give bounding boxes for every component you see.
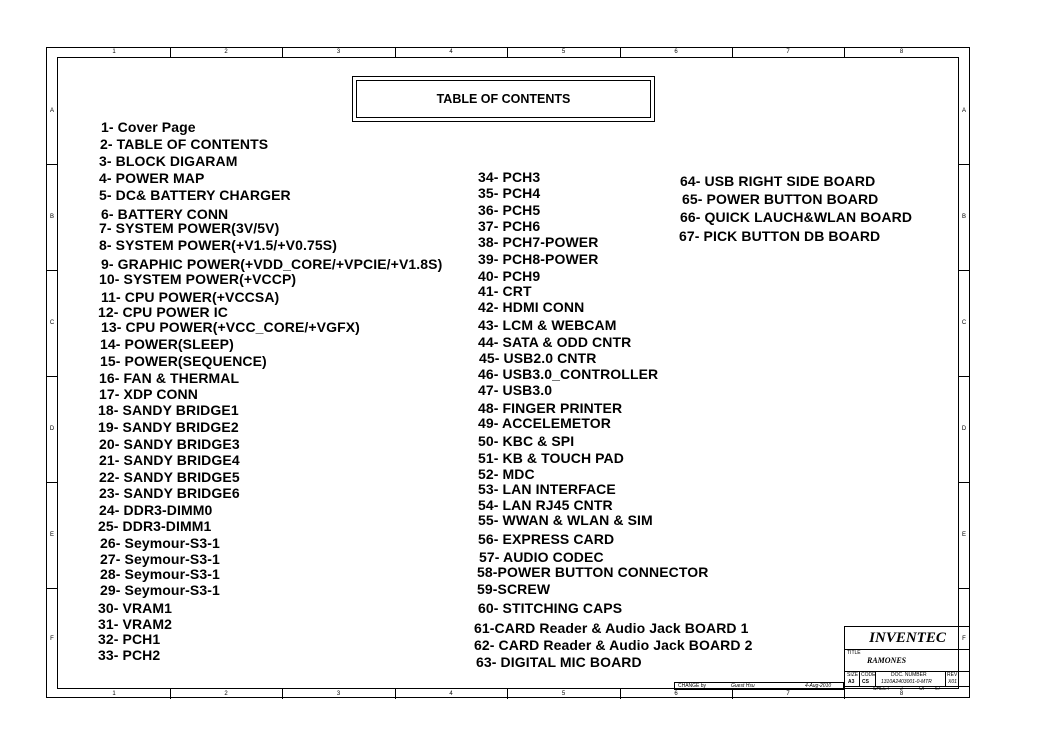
zone-divider (507, 689, 508, 699)
zone-row-label: A (961, 108, 966, 114)
toc-entry-col1: 8- SYSTEM POWER(+V1.5/+V0.75S) (99, 237, 337, 253)
toc-entry-col1: 21- SANDY BRIDGE4 (99, 452, 240, 468)
zone-column-label: 7 (786, 49, 790, 55)
zone-row-label: C (961, 320, 967, 326)
toc-entry-col2: 41- CRT (478, 283, 532, 299)
zone-divider (282, 689, 283, 699)
toc-entry-col2: 54- LAN RJ45 CNTR (478, 497, 613, 513)
toc-entry-col2: 36- PCH5 (478, 202, 541, 218)
zone-divider (282, 47, 283, 57)
toc-entry-col1: 2- TABLE OF CONTENTS (100, 136, 269, 152)
zone-divider (395, 689, 396, 699)
zone-divider (170, 47, 171, 57)
toc-entry-col2: 40- PCH9 (478, 268, 541, 284)
change-record (674, 682, 844, 690)
zone-divider (959, 164, 970, 165)
zone-column-label: 5 (561, 49, 566, 55)
toc-entry-col2: 46- USB3.0_CONTROLLER (478, 366, 659, 382)
toc-entry-col1: 19- SANDY BRIDGE2 (98, 419, 239, 435)
rev-value: X01 (948, 679, 957, 685)
toc-entry-col1: 25- DDR3-DIMM1 (98, 518, 212, 534)
sheet-label: SHEET (873, 686, 890, 692)
page-title: TABLE OF CONTENTS (356, 80, 651, 118)
toc-entry-col1: 20- SANDY BRIDGE3 (99, 436, 240, 452)
zone-row-label: E (961, 532, 966, 538)
doc-number-value: 1310A2403001-0-MTR (881, 679, 932, 685)
zone-column-label: 8 (899, 49, 904, 55)
rev-label: REV (947, 672, 958, 678)
zone-row-label: B (49, 214, 54, 220)
zone-column-label: 2 (224, 49, 228, 55)
toc-entry-col2: 49- ACCELEMETOR (478, 415, 611, 431)
zone-row-label: D (49, 426, 55, 432)
zone-column-label: 4 (449, 691, 453, 697)
zone-column-label: 2 (224, 691, 228, 697)
title-label: TITLE (847, 650, 861, 656)
toc-entry-col2: 62- CARD Reader & Audio Jack BOARD 2 (474, 637, 753, 653)
zone-row-label: F (50, 635, 54, 642)
toc-entry-col1: 26- Seymour-S3-1 (100, 535, 220, 551)
toc-entry-col2: 42- HDMI CONN (478, 299, 585, 315)
toc-entry-col2: 35- PCH4 (478, 185, 541, 201)
toc-entry-col2: 44- SATA & ODD CNTR (478, 334, 632, 350)
toc-entry-col1: 28- Seymour-S3-1 (100, 566, 220, 582)
title-value: RAMONES (867, 656, 907, 665)
toc-entry-col2: 52- MDC (478, 466, 535, 482)
zone-row-label: F (962, 635, 966, 642)
zone-column-label: 3 (336, 691, 341, 697)
toc-entry-col2: 47- USB3.0 (478, 382, 553, 398)
zone-divider (507, 47, 508, 57)
toc-entry-col2: 34- PCH3 (478, 169, 541, 185)
changed-by-label: CHANGE by (678, 683, 707, 689)
toc-entry-col1: 22- SANDY BRIDGE5 (99, 469, 240, 485)
title-block-divider (945, 671, 946, 686)
toc-entry-col2: 50- KBC & SPI (478, 433, 575, 449)
toc-entry-col1: 14- POWER(SLEEP) (100, 336, 234, 352)
toc-entry-col1: 30- VRAM1 (98, 600, 173, 616)
toc-entry-col1: 5- DC& BATTERY CHARGER (99, 187, 291, 203)
changed-by-value: Guest Hsu (731, 683, 755, 689)
size-label: SIZE (847, 672, 859, 678)
toc-entry-col2: 39- PCH8-POWER (478, 251, 599, 267)
toc-entry-col1: 27- Seymour-S3-1 (100, 551, 220, 567)
toc-entry-col1: 15- POWER(SEQUENCE) (100, 353, 267, 369)
toc-entry-col1: 24- DDR3-DIMM0 (99, 502, 213, 518)
toc-entry-col2: 45- USB2.0 CNTR (479, 350, 597, 366)
toc-entry-col2: 63- DIGITAL MIC BOARD (476, 654, 642, 670)
zone-row-label: C (49, 320, 55, 326)
zone-divider (46, 270, 57, 271)
doc-number-label: DOC. NUMBER (891, 672, 927, 678)
zone-column-label: 4 (449, 49, 453, 55)
toc-entry-col1: 10- SYSTEM POWER(+VCCP) (99, 271, 297, 287)
zone-column-label: 3 (336, 49, 341, 55)
zone-divider (732, 47, 733, 57)
toc-entry-col2: 55- WWAN & WLAN & SIM (478, 512, 653, 528)
toc-entry-col1: 3- BLOCK DIGARAM (99, 153, 238, 169)
zone-divider (732, 689, 733, 699)
toc-entry-col1: 23- SANDY BRIDGE6 (99, 485, 240, 501)
toc-entry-col1: 11- CPU POWER(+VCCSA) (101, 289, 280, 305)
zone-divider (959, 270, 970, 271)
zone-row-label: A (49, 108, 54, 114)
zone-row-label: E (49, 532, 54, 538)
toc-entry-col2: 37- PCH6 (478, 218, 541, 234)
zone-divider (620, 47, 621, 57)
toc-entry-col1: 17- XDP CONN (99, 386, 198, 402)
toc-entry-col1: 32- PCH1 (98, 631, 161, 647)
size-value: A3 (848, 679, 855, 685)
title-block-divider (845, 686, 970, 687)
company-logo: INVENTEC (845, 627, 970, 650)
zone-divider (620, 689, 621, 699)
zone-column-label: 6 (674, 691, 678, 697)
toc-entry-col2: 60- STITCHING CAPS (478, 600, 623, 616)
zone-divider (959, 588, 970, 589)
of-value: 67 (935, 686, 941, 692)
toc-entry-col1: 13- CPU POWER(+VCC_CORE/+VGFX) (101, 319, 360, 335)
toc-entry-col1: 6- BATTERY CONN (101, 206, 229, 222)
toc-entry-col2: 43- LCM & WEBCAM (478, 317, 617, 333)
toc-entry-col2: 57- AUDIO CODEC (479, 549, 604, 565)
title-block-divider (859, 671, 860, 686)
zone-divider (959, 482, 970, 483)
toc-entry-col1: 7- SYSTEM POWER(3V/5V) (99, 220, 280, 236)
toc-entry-col1: 31- VRAM2 (98, 616, 173, 632)
toc-entry-col3: 64- USB RIGHT SIDE BOARD (680, 173, 876, 189)
toc-entry-col1: 18- SANDY BRIDGE1 (98, 402, 239, 418)
zone-divider (46, 588, 57, 589)
zone-column-label: 7 (786, 691, 790, 697)
zone-row-label: D (961, 426, 967, 432)
zone-divider (46, 482, 57, 483)
zone-column-label: 6 (674, 49, 678, 55)
toc-entry-col1: 33- PCH2 (98, 647, 161, 663)
toc-entry-col2: 51- KB & TOUCH PAD (478, 450, 624, 466)
toc-entry-col3: 65- POWER BUTTON BOARD (682, 191, 879, 207)
toc-entry-col2: 53- LAN INTERFACE (478, 481, 616, 497)
title-block (844, 626, 970, 698)
toc-entry-col2: 58-POWER BUTTON CONNECTOR (477, 564, 709, 580)
toc-entry-col1: 1- Cover Page (101, 119, 196, 135)
zone-column-label: 8 (899, 691, 904, 697)
code-label: CODE (861, 672, 876, 678)
of-label: OF (919, 686, 926, 692)
toc-entry-col1: 16- FAN & THERMAL (99, 370, 240, 386)
toc-entry-col2: 61-CARD Reader & Audio Jack BOARD 1 (474, 620, 749, 636)
zone-row-label: B (961, 214, 966, 220)
zone-column-label: 1 (112, 691, 116, 697)
sheet-value: 2 (900, 686, 903, 692)
zone-divider (46, 164, 57, 165)
title-block-divider (875, 671, 876, 686)
zone-divider (395, 47, 396, 57)
toc-entry-col2: 38- PCH7-POWER (478, 234, 599, 250)
zone-column-label: 5 (561, 691, 566, 697)
toc-entry-col2: 59-SCREW (477, 581, 551, 597)
toc-entry-col1: 4- POWER MAP (99, 170, 205, 186)
toc-title-box (352, 76, 655, 122)
toc-entry-col3: 67- PICK BUTTON DB BOARD (679, 228, 881, 244)
zone-divider (170, 689, 171, 699)
zone-divider (844, 47, 845, 57)
toc-entry-col2: 48- FINGER PRINTER (478, 400, 623, 416)
zone-divider (46, 376, 57, 377)
code-value: CS (862, 679, 869, 685)
toc-entry-col3: 66- QUICK LAUCH&WLAN BOARD (680, 209, 913, 225)
toc-entry-col1: 12- CPU POWER IC (98, 304, 228, 320)
zone-column-label: 1 (112, 49, 116, 55)
zone-divider (959, 376, 970, 377)
toc-entry-col2: 56- EXPRESS CARD (478, 531, 615, 547)
change-date: 4-Aug-2010 (805, 683, 832, 689)
toc-entry-col1: 29- Seymour-S3-1 (100, 582, 220, 598)
toc-entry-col1: 9- GRAPHIC POWER(+VDD_CORE/+VPCIE/+V1.8S) (101, 256, 443, 272)
